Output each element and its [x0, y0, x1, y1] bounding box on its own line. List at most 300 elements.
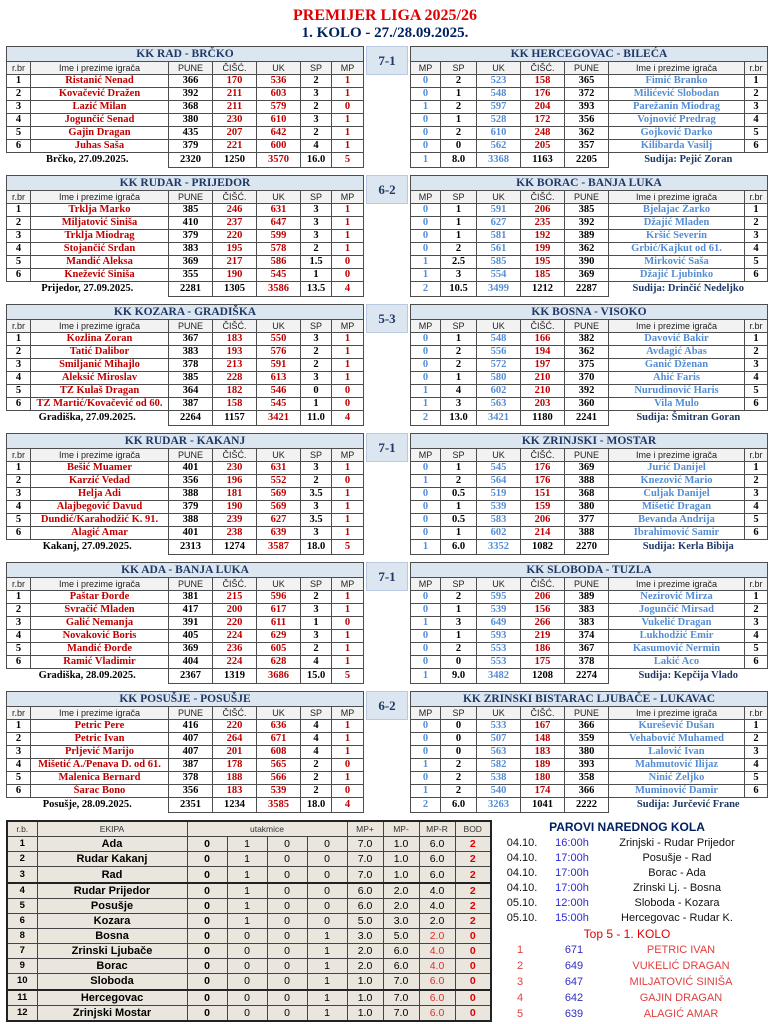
stat-uk: 591 — [257, 359, 301, 372]
stat-uk: 548 — [477, 88, 521, 101]
total-value: 3263 — [477, 798, 521, 813]
stat-cisc: 190 — [213, 269, 257, 282]
stat-sp: 4 — [301, 656, 332, 669]
player-row — [7, 140, 364, 153]
column-header: r.br — [745, 449, 768, 462]
player-row — [411, 643, 768, 656]
row-number: 3 — [745, 230, 768, 243]
column-header: SP — [301, 191, 332, 204]
player-name: Vehabović Muhamed — [609, 733, 745, 746]
stat-mp: 1 — [332, 114, 364, 127]
points: 2 — [455, 898, 491, 913]
row-number: 6 — [745, 656, 768, 669]
games-0: 0 — [187, 883, 227, 899]
rank: 8 — [7, 929, 37, 944]
stat-pune: 387 — [169, 759, 213, 772]
top5-score: 671 — [564, 944, 584, 956]
total-value: 3421 — [257, 411, 301, 426]
stat-mp: 0 — [411, 114, 441, 127]
stat-mp: 1 — [332, 140, 364, 153]
standings-header: EKIPA — [37, 821, 187, 837]
stat-mp: 0 — [411, 733, 441, 746]
column-header: UK — [257, 191, 301, 204]
player-row — [7, 733, 364, 746]
games-2: 0 — [267, 837, 307, 852]
rank: 7 — [7, 944, 37, 959]
team-name: KK BOSNA - VISOKO — [411, 305, 768, 320]
stat-cisc: 167 — [521, 720, 565, 733]
stat-uk: 610 — [477, 127, 521, 140]
stat-mp: 0 — [411, 88, 441, 101]
rank: 1 — [7, 837, 37, 852]
row-number: 6 — [7, 140, 31, 153]
stat-mp: 0 — [411, 643, 441, 656]
team-name: KK HERCEGOVAC - BILEĆA — [411, 47, 768, 62]
stat-sp: 1 — [441, 527, 477, 540]
player-row — [411, 230, 768, 243]
column-header: SP — [301, 578, 332, 591]
team-name: KK SLOBODA - TUZLA — [411, 563, 768, 578]
match-block — [6, 175, 770, 297]
player-row — [411, 527, 768, 540]
stat-sp: 3 — [301, 372, 332, 385]
stat-sp: 2 — [301, 475, 332, 488]
row-number: 1 — [745, 720, 768, 733]
stat-cisc: 211 — [213, 101, 257, 114]
stat-uk: 554 — [477, 269, 521, 282]
column-header: UK — [477, 449, 521, 462]
player-name: Jogunčić Mirsad — [609, 604, 745, 617]
stat-mp: 1 — [332, 604, 364, 617]
total-value: 2222 — [565, 798, 609, 813]
row-number: 2 — [7, 733, 31, 746]
top5-row — [498, 958, 756, 974]
player-name: TZ Martić/Kovačević od 60. — [31, 398, 169, 411]
stat-sp: 1 — [441, 501, 477, 514]
stat-sp: 3 — [301, 88, 332, 101]
standings-row — [7, 1005, 491, 1021]
points: 0 — [455, 929, 491, 944]
fixture-row — [498, 851, 756, 866]
standings-header: MP-R — [419, 821, 455, 837]
fixture-match: Zrinjski - Rudar Prijedor — [619, 837, 735, 849]
stat-cisc: 195 — [213, 243, 257, 256]
stat-uk: 642 — [257, 127, 301, 140]
row-number: 1 — [745, 462, 768, 475]
player-row — [411, 204, 768, 217]
referee: Sudija: Pejić Zoran — [644, 154, 733, 166]
player-row — [411, 114, 768, 127]
stat-sp: 2 — [301, 359, 332, 372]
games-3: 0 — [307, 867, 347, 883]
standings-header: MP- — [383, 821, 419, 837]
stat-sp: 3.5 — [301, 514, 332, 527]
stat-pune: 387 — [169, 398, 213, 411]
venue-date: Gradiška, 28.09.2025. — [38, 670, 136, 682]
top5-rank: 5 — [516, 1008, 524, 1020]
total-value: 1 — [411, 669, 441, 684]
column-header: r.br — [7, 707, 31, 720]
stat-cisc: 266 — [521, 617, 565, 630]
player-name: Helja Adi — [31, 488, 169, 501]
stat-sp: 2 — [301, 591, 332, 604]
stat-mp: 1 — [411, 398, 441, 411]
team-header-row — [7, 47, 364, 62]
column-header-row — [411, 191, 768, 204]
player-name: Vila Mulo — [609, 398, 745, 411]
standings-row — [7, 929, 491, 944]
stat-mp: 1 — [411, 785, 441, 798]
stat-mp: 1 — [411, 256, 441, 269]
stat-uk: 631 — [257, 204, 301, 217]
points: 2 — [455, 913, 491, 928]
column-header: UK — [257, 449, 301, 462]
stat-uk: 611 — [257, 617, 301, 630]
column-header-row — [411, 320, 768, 333]
totals-row — [411, 540, 768, 555]
team-name: KK POSUŠJE - POSUŠJE — [7, 692, 364, 707]
column-header: ČIŠĆ. — [213, 578, 257, 591]
column-header: MP — [332, 320, 364, 333]
stat-uk: 523 — [477, 75, 521, 88]
home-team-table — [6, 433, 364, 555]
column-header-row — [7, 449, 364, 462]
games-0: 0 — [187, 867, 227, 883]
games-2: 0 — [267, 1005, 307, 1021]
match-score: 7-1 — [366, 433, 408, 462]
stat-uk: 600 — [257, 140, 301, 153]
total-value: 3570 — [257, 153, 301, 168]
stat-cisc: 264 — [213, 733, 257, 746]
stat-cisc: 237 — [213, 217, 257, 230]
total-value: 11.0 — [301, 411, 332, 426]
stat-cisc: 176 — [521, 475, 565, 488]
player-name: Nezirović Mirza — [609, 591, 745, 604]
fixture-time: 17:00h — [555, 852, 589, 864]
stat-sp: 2 — [301, 772, 332, 785]
stat-pune: 388 — [565, 475, 609, 488]
row-number: 3 — [745, 488, 768, 501]
player-row — [411, 269, 768, 282]
stat-uk: 572 — [477, 359, 521, 372]
stat-pune: 388 — [169, 514, 213, 527]
team-name: KK RUDAR - KAKANJ — [7, 434, 364, 449]
column-header: PUNE — [169, 320, 213, 333]
games-0: 0 — [187, 929, 227, 944]
top5-score: 639 — [564, 1008, 584, 1020]
stat-mp: 1 — [332, 204, 364, 217]
stat-cisc: 220 — [213, 617, 257, 630]
stat-cisc: 210 — [521, 385, 565, 398]
stat-uk: 562 — [477, 140, 521, 153]
column-header: SP — [301, 62, 332, 75]
column-header-row — [7, 191, 364, 204]
stat-mp: 0 — [411, 230, 441, 243]
player-row — [411, 75, 768, 88]
match-score: 5-3 — [366, 304, 408, 333]
row-number: 5 — [745, 385, 768, 398]
total-value: 1180 — [521, 411, 565, 426]
stat-sp: 2 — [301, 127, 332, 140]
column-header: Ime i prezime igrača — [31, 191, 169, 204]
fixture-date: 04.10. — [506, 852, 538, 864]
row-number: 2 — [745, 346, 768, 359]
row-number: 2 — [745, 604, 768, 617]
stat-pune: 360 — [565, 398, 609, 411]
mp-minus: 2.0 — [383, 883, 419, 899]
stat-sp: 3 — [441, 617, 477, 630]
player-name: Novaković Boris — [31, 630, 169, 643]
match-block — [6, 433, 770, 555]
stat-pune: 377 — [565, 514, 609, 527]
mp-diff: 4.0 — [419, 959, 455, 974]
player-name: Ibrahimović Samir — [609, 527, 745, 540]
stat-mp: 1 — [332, 772, 364, 785]
team-header-row — [7, 692, 364, 707]
total-value: 1250 — [213, 153, 257, 168]
total-value: 2 — [411, 411, 441, 426]
stat-mp: 0 — [411, 656, 441, 669]
games-1: 1 — [227, 883, 267, 899]
stat-uk: 627 — [477, 217, 521, 230]
games-1: 1 — [227, 837, 267, 852]
column-header: MP — [332, 449, 364, 462]
stat-pune: 392 — [565, 385, 609, 398]
stat-mp: 1 — [332, 514, 364, 527]
stat-pune: 365 — [565, 75, 609, 88]
column-header: SP — [441, 62, 477, 75]
column-header: Ime i prezime igrača — [31, 578, 169, 591]
stat-mp: 0 — [411, 527, 441, 540]
total-value: 2 — [411, 798, 441, 813]
row-number: 3 — [7, 488, 31, 501]
rank: 11 — [7, 990, 37, 1006]
standings-row — [7, 867, 491, 883]
player-name: Kasumović Nermin — [609, 643, 745, 656]
stat-cisc: 217 — [213, 256, 257, 269]
column-header: MP — [332, 578, 364, 591]
top5-player: MILJATOVIĆ SINIŠA — [629, 976, 733, 988]
games-0: 0 — [187, 974, 227, 990]
total-value: 6.0 — [441, 540, 477, 555]
stat-sp: 3 — [301, 630, 332, 643]
player-name: Jurić Danijel — [609, 462, 745, 475]
stat-mp: 0 — [411, 488, 441, 501]
games-0: 0 — [187, 837, 227, 852]
column-header: PUNE — [169, 578, 213, 591]
stat-uk: 579 — [257, 101, 301, 114]
stat-uk: 596 — [257, 591, 301, 604]
player-name: Paštar Đorđe — [31, 591, 169, 604]
column-header: SP — [301, 320, 332, 333]
player-row — [411, 759, 768, 772]
stat-uk: 586 — [257, 256, 301, 269]
player-row — [7, 462, 364, 475]
column-header-row — [7, 62, 364, 75]
stat-cisc: 148 — [521, 733, 565, 746]
games-0: 0 — [187, 959, 227, 974]
stat-sp: 3.5 — [301, 488, 332, 501]
standings-row — [7, 883, 491, 899]
column-header: SP — [441, 449, 477, 462]
column-header: UK — [477, 707, 521, 720]
stat-pune: 385 — [169, 372, 213, 385]
player-name: Tatić Dalibor — [31, 346, 169, 359]
stat-sp: 1.5 — [301, 256, 332, 269]
team-name: Ada — [37, 837, 187, 852]
match-score: 7-1 — [366, 562, 408, 591]
player-name: Knežević Siniša — [31, 269, 169, 282]
team-name: KK ZRINSKI BISTARAC LJUBAČE - LUKAVAC — [411, 692, 768, 707]
row-number: 4 — [745, 759, 768, 772]
column-header: Ime i prezime igrača — [609, 707, 745, 720]
total-value: 13.0 — [441, 411, 477, 426]
rank: 4 — [7, 883, 37, 899]
stat-mp: 1 — [411, 385, 441, 398]
games-0: 0 — [187, 990, 227, 1006]
stat-cisc: 151 — [521, 488, 565, 501]
player-name: Avdagić Abas — [609, 346, 745, 359]
stat-cisc: 235 — [521, 217, 565, 230]
games-2: 0 — [267, 852, 307, 867]
player-name: Gojković Darko — [609, 127, 745, 140]
team-name: KK ADA - BANJA LUKA — [7, 563, 364, 578]
stat-mp: 0 — [332, 475, 364, 488]
stat-uk: 553 — [477, 643, 521, 656]
row-number: 5 — [7, 256, 31, 269]
stat-pune: 369 — [169, 643, 213, 656]
totals-row — [411, 798, 768, 813]
games-1: 0 — [227, 990, 267, 1006]
team-header-row — [411, 692, 768, 707]
stat-uk: 539 — [257, 785, 301, 798]
player-row — [411, 475, 768, 488]
venue-date: Brčko, 27.09.2025. — [45, 154, 129, 166]
stat-pune: 372 — [565, 88, 609, 101]
player-row — [7, 656, 364, 669]
mp-diff: 6.0 — [419, 1005, 455, 1021]
row-number: 5 — [7, 772, 31, 785]
stat-cisc: 213 — [213, 359, 257, 372]
mp-plus: 6.0 — [347, 883, 383, 899]
stat-cisc: 185 — [521, 269, 565, 282]
column-header: Ime i prezime igrača — [609, 578, 745, 591]
player-name: Kozlina Zoran — [31, 333, 169, 346]
stat-cisc: 230 — [213, 462, 257, 475]
team-name: KK RAD - BRČKO — [7, 47, 364, 62]
team-name: Kozara — [37, 913, 187, 928]
player-row — [7, 372, 364, 385]
mp-diff: 6.0 — [419, 974, 455, 990]
mp-minus: 6.0 — [383, 959, 419, 974]
stat-uk: 545 — [257, 269, 301, 282]
stat-sp: 3 — [301, 204, 332, 217]
stat-mp: 1 — [332, 527, 364, 540]
row-number: 6 — [7, 656, 31, 669]
team-header-row — [411, 305, 768, 320]
fixture-match: Zrinski Lj. - Bosna — [632, 882, 722, 894]
stat-sp: 3 — [301, 604, 332, 617]
mp-minus: 3.0 — [383, 913, 419, 928]
total-value: 1274 — [213, 540, 257, 555]
stat-uk: 603 — [257, 88, 301, 101]
fixture-date: 04.10. — [506, 837, 538, 849]
row-number: 4 — [7, 501, 31, 514]
stat-mp: 1 — [332, 75, 364, 88]
player-row — [411, 501, 768, 514]
stat-mp: 0 — [411, 217, 441, 230]
top5-list — [498, 942, 756, 1022]
row-number: 6 — [745, 398, 768, 411]
row-number: 1 — [745, 591, 768, 604]
team-name: Zrinski Ljubače — [37, 944, 187, 959]
stat-cisc: 220 — [213, 720, 257, 733]
stat-uk: 563 — [477, 398, 521, 411]
stat-cisc: 192 — [521, 230, 565, 243]
rank: 9 — [7, 959, 37, 974]
points: 0 — [455, 990, 491, 1006]
games-0: 0 — [187, 913, 227, 928]
match-score: 6-2 — [366, 175, 408, 204]
fixtures-list — [498, 836, 756, 926]
stat-pune: 393 — [565, 759, 609, 772]
stat-uk: 550 — [257, 333, 301, 346]
player-name: Alagić Amar — [31, 527, 169, 540]
stat-pune: 366 — [565, 720, 609, 733]
total-value: 2320 — [169, 153, 213, 168]
total-value: 2 — [411, 282, 441, 297]
row-number: 4 — [745, 501, 768, 514]
column-header: SP — [441, 578, 477, 591]
stat-mp: 1 — [332, 230, 364, 243]
games-2: 0 — [267, 929, 307, 944]
venue-date: Prijedor, 27.09.2025. — [41, 283, 134, 295]
player-name: TZ Kulaš Dragan — [31, 385, 169, 398]
stat-cisc: 215 — [213, 591, 257, 604]
row-number: 2 — [7, 475, 31, 488]
stat-uk: 602 — [477, 385, 521, 398]
stat-sp: 0.5 — [441, 488, 477, 501]
stat-pune: 392 — [565, 217, 609, 230]
top5-title: Top 5 - 1. KOLO — [583, 927, 671, 941]
total-value: 2274 — [565, 669, 609, 684]
player-name: Lukhodžić Emir — [609, 630, 745, 643]
column-header: Ime i prezime igrača — [609, 320, 745, 333]
stat-mp: 1 — [332, 733, 364, 746]
row-number: 4 — [7, 630, 31, 643]
stat-sp: 0 — [301, 385, 332, 398]
total-value: 1 — [411, 153, 441, 168]
row-number: 6 — [7, 527, 31, 540]
total-value: 3368 — [477, 153, 521, 168]
stat-pune: 356 — [169, 475, 213, 488]
column-header: UK — [257, 320, 301, 333]
column-header: MP — [411, 62, 441, 75]
points: 0 — [455, 944, 491, 959]
row-number: 2 — [745, 733, 768, 746]
row-number: 2 — [745, 475, 768, 488]
games-0: 0 — [187, 898, 227, 913]
player-name: Kurešević Dušan — [609, 720, 745, 733]
column-header: UK — [477, 578, 521, 591]
player-name: Vukelić Dragan — [609, 617, 745, 630]
stat-uk: 556 — [477, 346, 521, 359]
totals-row — [7, 798, 364, 813]
stat-uk: 608 — [257, 746, 301, 759]
stat-cisc: 228 — [213, 372, 257, 385]
player-row — [7, 204, 364, 217]
team-header-row — [7, 434, 364, 449]
